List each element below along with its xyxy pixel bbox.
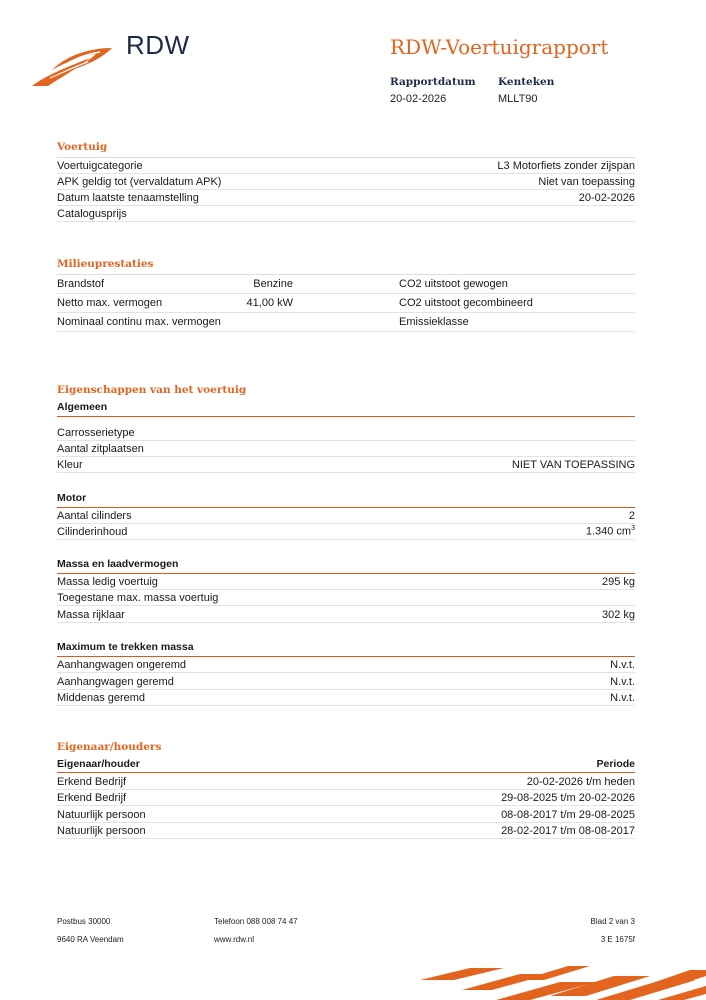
- footer-code: 3 E 1675f: [600, 935, 635, 944]
- row-label: Voertuigcategorie: [57, 159, 143, 172]
- subsection-title-trekken: Maximum te trekken massa: [57, 641, 194, 653]
- divider: [57, 416, 635, 417]
- row-label: Aantal cilinders: [57, 509, 132, 522]
- row-value: N.v.t.: [610, 675, 635, 688]
- table-row: [57, 590, 635, 606]
- row-label: Massa rijklaar: [57, 608, 125, 621]
- unit-superscript: 3: [631, 525, 635, 533]
- row-label: Aantal zitplaatsen: [57, 442, 144, 455]
- row-value: N.v.t.: [610, 658, 635, 671]
- table-row: [57, 774, 635, 790]
- row-label: Datum laatste tenaamstelling: [57, 191, 199, 204]
- footer-telefoon: Telefoon 088 008 74 47: [214, 917, 298, 926]
- table-row: [57, 190, 635, 206]
- table-row: [57, 313, 635, 332]
- row-value: 08-08-2017 t/m 29-08-2025: [501, 808, 635, 821]
- document-title: RDW-Voertuigrapport: [390, 35, 609, 59]
- section-title-eigenschappen: Eigenschappen van het voertuig: [57, 384, 247, 396]
- footer-adres: 9640 RA Veendam: [57, 935, 124, 944]
- row-value: N.v.t.: [610, 691, 635, 704]
- footer-website[interactable]: www.rdw.nl: [214, 935, 255, 944]
- row-value: 29-08-2025 t/m 20-02-2026: [501, 791, 635, 804]
- row-label: CO2 uitstoot gewogen: [399, 278, 508, 290]
- section-title-eigenaar: Eigenaar/houders: [57, 741, 162, 753]
- table-row: [57, 674, 635, 690]
- section-title-voertuig: Voertuig: [57, 141, 108, 153]
- column-header-eigenaar: Eigenaar/houder: [57, 758, 140, 770]
- subsection-title-algemeen: Algemeen: [57, 401, 108, 413]
- row-value: 2: [628, 509, 635, 522]
- row-value: 20-02-2026: [578, 191, 635, 204]
- row-value: NIET VAN TOEPASSING: [511, 458, 635, 471]
- row-label: Carrosserietype: [57, 426, 135, 439]
- table-row: [57, 508, 635, 524]
- table-row: [57, 425, 635, 441]
- section-title-milieu: Milieuprestaties: [57, 258, 154, 270]
- kenteken-label: Kenteken: [498, 76, 555, 88]
- value-text: 1.340 cm: [585, 525, 632, 538]
- kenteken-value: MLLT90: [498, 93, 538, 105]
- row-value: 41,00 kW: [246, 297, 293, 309]
- row-label: Aanhangwagen geremd: [57, 675, 174, 688]
- rapportdatum-value: 20-02-2026: [390, 93, 447, 105]
- row-label: Nominaal continu max. vermogen: [57, 316, 221, 328]
- row-label: Brandstof: [57, 278, 105, 290]
- row-label: CO2 uitstoot gecombineerd: [399, 297, 533, 309]
- table-row: [57, 574, 635, 590]
- row-label: Emissieklasse: [399, 316, 469, 328]
- row-label: Erkend Bedrijf: [57, 775, 127, 788]
- footer-blad: Blad 2 van 3: [590, 917, 635, 926]
- row-value: 302 kg: [601, 608, 635, 621]
- table-row: [57, 807, 635, 823]
- row-label: Erkend Bedrijf: [57, 791, 127, 804]
- row-value: [586, 525, 635, 538]
- table-row: [57, 823, 635, 839]
- column-header-periode: Periode: [596, 758, 635, 770]
- rdw-logo-icon: [30, 44, 116, 90]
- subsection-title-motor: Motor: [57, 492, 87, 504]
- row-label: Middenas geremd: [57, 691, 146, 704]
- table-row: [57, 524, 635, 540]
- table-row: [57, 457, 635, 473]
- row-label: Natuurlijk persoon: [57, 808, 146, 821]
- decorative-stripes-icon: [400, 966, 706, 1000]
- footer-postbus: Postbus 30000: [57, 917, 111, 926]
- table-row: [57, 690, 635, 706]
- row-value: Benzine: [253, 278, 293, 290]
- row-label: Catalogusprijs: [57, 207, 127, 220]
- row-label: Netto max. vermogen: [57, 297, 163, 309]
- table-row: [57, 657, 635, 673]
- row-label: Aanhangwagen ongeremd: [57, 658, 187, 671]
- row-value: Niet van toepassing: [538, 175, 635, 188]
- table-header: [57, 756, 635, 773]
- row-label: Natuurlijk persoon: [57, 824, 146, 837]
- logo-text: RDW: [126, 30, 190, 60]
- table-row: [57, 206, 635, 222]
- row-label: Kleur: [57, 458, 83, 471]
- row-label: APK geldig tot (vervaldatum APK): [57, 175, 222, 188]
- table-row: [57, 158, 635, 174]
- row-value: 28-02-2017 t/m 08-08-2017: [501, 824, 635, 837]
- row-value: 20-02-2026 t/m heden: [526, 775, 635, 788]
- row-value: L3 Motorfiets zonder zijspan: [497, 159, 635, 172]
- table-row: [57, 441, 635, 457]
- row-label: Toegestane max. massa voertuig: [57, 591, 219, 604]
- table-row: [57, 607, 635, 623]
- table-row: [57, 790, 635, 806]
- table-row: [57, 275, 635, 294]
- row-value: 295 kg: [601, 575, 635, 588]
- row-label: Massa ledig voertuig: [57, 575, 158, 588]
- table-row: [57, 294, 635, 313]
- subsection-title-massa: Massa en laadvermogen: [57, 558, 179, 570]
- rapportdatum-label: Rapportdatum: [390, 76, 476, 88]
- table-row: [57, 174, 635, 190]
- row-label: Cilinderinhoud: [57, 525, 128, 538]
